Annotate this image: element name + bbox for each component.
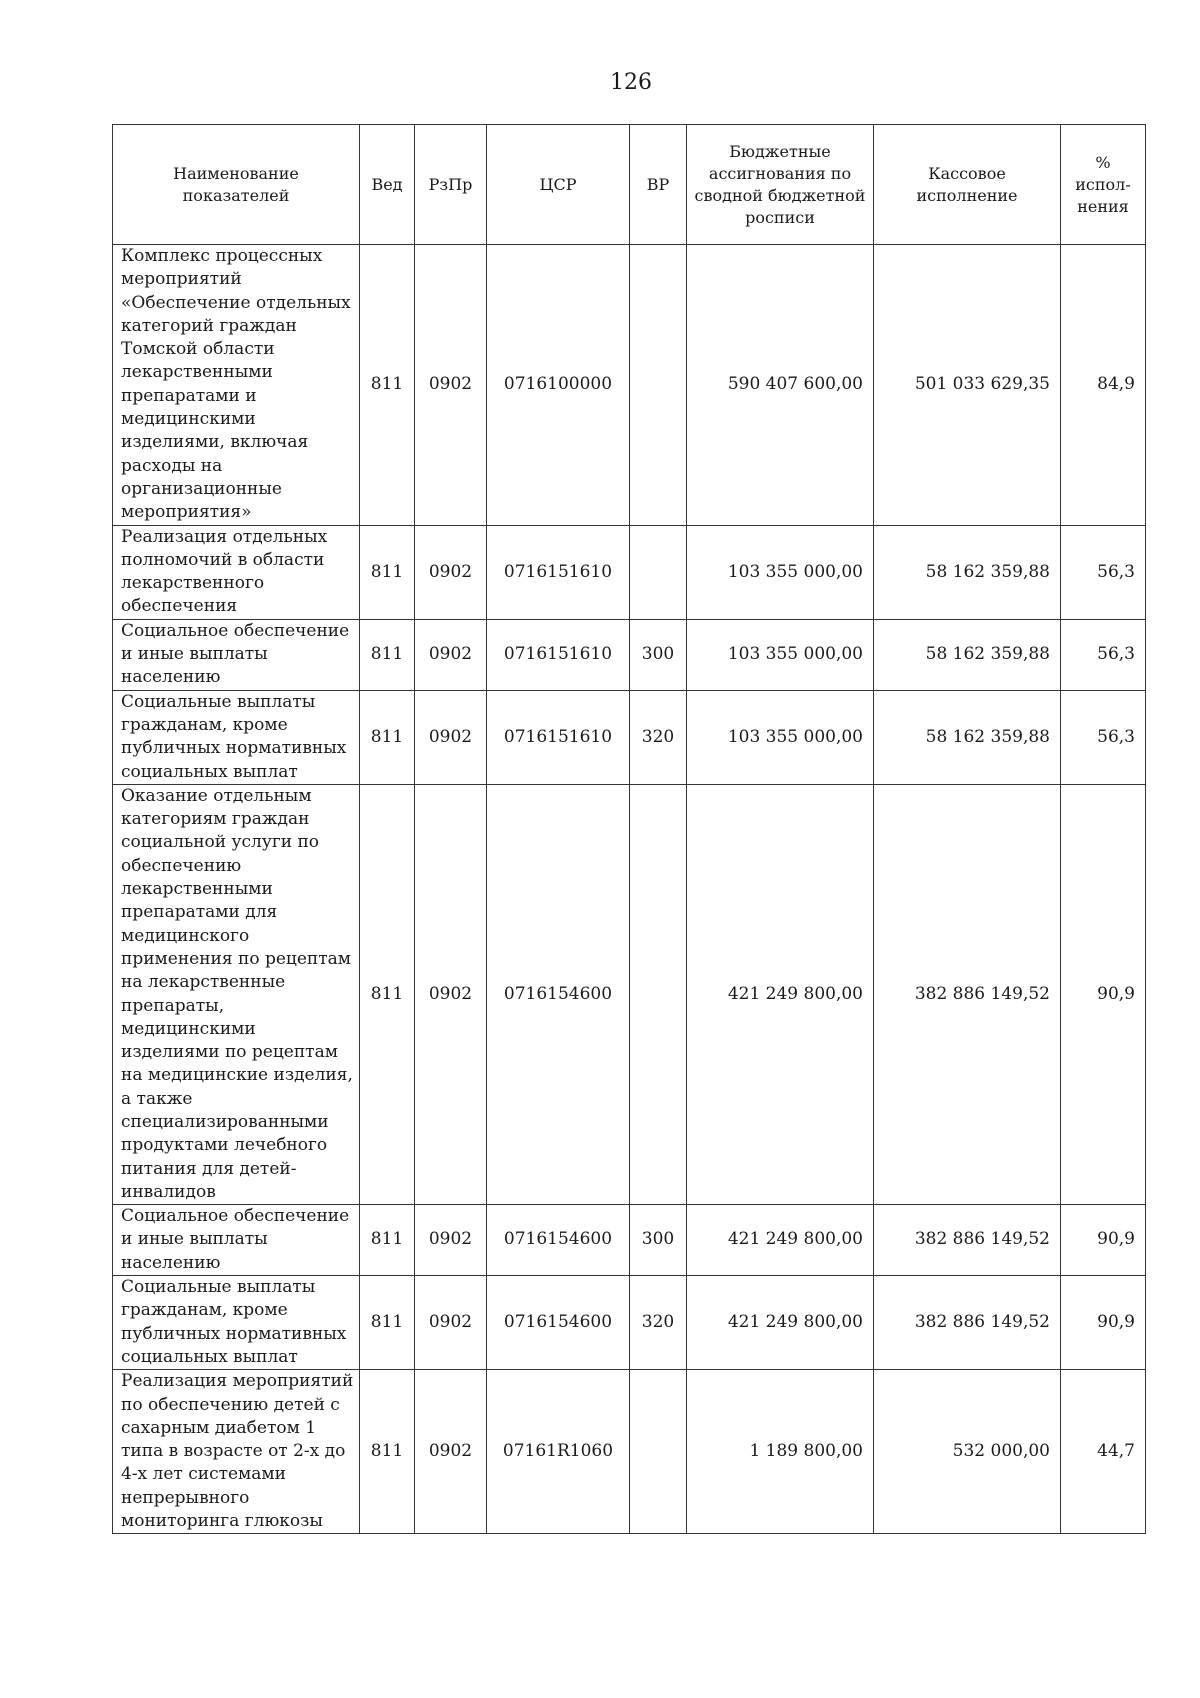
row-cash: 58 162 359,88	[874, 690, 1061, 784]
row-csr: 0716154600	[487, 784, 630, 1204]
row-vr: 320	[630, 690, 687, 784]
table-header-row	[113, 125, 1146, 245]
table-row	[113, 619, 1146, 690]
table-row	[113, 525, 1146, 619]
row-pct: 90,9	[1061, 1205, 1146, 1276]
row-budget: 421 249 800,00	[687, 784, 874, 1204]
table-row	[113, 690, 1146, 784]
row-cash: 58 162 359,88	[874, 619, 1061, 690]
row-cash: 532 000,00	[874, 1370, 1061, 1534]
row-rzpr: 0902	[415, 690, 487, 784]
row-rzpr: 0902	[415, 784, 487, 1204]
row-ved: 811	[360, 245, 415, 526]
row-pct: 56,3	[1061, 690, 1146, 784]
row-pct: 44,7	[1061, 1370, 1146, 1534]
row-name: Комплекс процессных мероприятий «Обеспечение отдельных категорий граждан Томской области лекарственными препаратами и медицинскими изделиями, включая расходы на организационные мероприятия»	[113, 245, 360, 526]
row-ved: 811	[360, 1205, 415, 1276]
row-pct: 56,3	[1061, 619, 1146, 690]
row-budget: 590 407 600,00	[687, 245, 874, 526]
row-vr: 320	[630, 1276, 687, 1370]
row-cash: 501 033 629,35	[874, 245, 1061, 526]
header-name: Наименование показателей	[113, 125, 360, 245]
row-budget: 1 189 800,00	[687, 1370, 874, 1534]
row-csr: 0716100000	[487, 245, 630, 526]
row-vr	[630, 784, 687, 1204]
row-vr	[630, 525, 687, 619]
row-budget: 103 355 000,00	[687, 525, 874, 619]
row-ved: 811	[360, 619, 415, 690]
row-cash: 382 886 149,52	[874, 784, 1061, 1204]
budget-table	[112, 124, 1146, 1534]
row-name: Социальные выплаты гражданам, кроме публичных нормативных социальных выплат	[113, 690, 360, 784]
table-row	[113, 1205, 1146, 1276]
row-vr	[630, 245, 687, 526]
row-budget: 103 355 000,00	[687, 690, 874, 784]
table-row	[113, 1276, 1146, 1370]
header-budget: Бюджетные ассигнования по сводной бюджетной росписи	[687, 125, 874, 245]
row-name: Социальные выплаты гражданам, кроме публичных нормативных социальных выплат	[113, 1276, 360, 1370]
row-name: Социальное обеспечение и иные выплаты населению	[113, 619, 360, 690]
row-ved: 811	[360, 1276, 415, 1370]
row-ved: 811	[360, 690, 415, 784]
row-vr	[630, 1370, 687, 1534]
row-name: Реализация отдельных полномочий в области лекарственного обеспечения	[113, 525, 360, 619]
row-name: Оказание отдельным категориям граждан социальной услуги по обеспечению лекарственными препаратами для медицинского применения по рецептам на лекарственные препараты, медицинскими изделиями по рецептам на медицинские изделия, а также специализированными продуктами лечебного питания для детей-инвалидов	[113, 784, 360, 1204]
row-pct: 90,9	[1061, 784, 1146, 1204]
header-ved: Вед	[360, 125, 415, 245]
row-vr: 300	[630, 1205, 687, 1276]
header-vr: ВР	[630, 125, 687, 245]
header-rzpr: РзПр	[415, 125, 487, 245]
table-row	[113, 245, 1146, 526]
row-pct: 90,9	[1061, 1276, 1146, 1370]
row-pct: 84,9	[1061, 245, 1146, 526]
header-csr: ЦСР	[487, 125, 630, 245]
row-csr: 0716154600	[487, 1276, 630, 1370]
row-budget: 421 249 800,00	[687, 1205, 874, 1276]
table-row	[113, 1370, 1146, 1534]
row-ved: 811	[360, 784, 415, 1204]
row-csr: 0716151610	[487, 525, 630, 619]
page-number: 126	[610, 70, 652, 95]
row-csr: 0716151610	[487, 619, 630, 690]
row-csr: 0716154600	[487, 1205, 630, 1276]
row-rzpr: 0902	[415, 1276, 487, 1370]
row-rzpr: 0902	[415, 245, 487, 526]
row-rzpr: 0902	[415, 1370, 487, 1534]
row-name: Социальное обеспечение и иные выплаты населению	[113, 1205, 360, 1276]
row-name: Реализация мероприятий по обеспечению детей с сахарным диабетом 1 типа в возрасте от 2-х до 4-х лет системами непрерывного мониторинга глюкозы	[113, 1370, 360, 1534]
header-cash: Кассовое исполнение	[874, 125, 1061, 245]
row-rzpr: 0902	[415, 1205, 487, 1276]
row-csr: 0716151610	[487, 690, 630, 784]
row-pct: 56,3	[1061, 525, 1146, 619]
row-rzpr: 0902	[415, 619, 487, 690]
row-cash: 58 162 359,88	[874, 525, 1061, 619]
row-vr: 300	[630, 619, 687, 690]
header-pct: % испол-нения	[1061, 125, 1146, 245]
row-budget: 103 355 000,00	[687, 619, 874, 690]
row-budget: 421 249 800,00	[687, 1276, 874, 1370]
row-cash: 382 886 149,52	[874, 1205, 1061, 1276]
table-row	[113, 784, 1146, 1204]
row-cash: 382 886 149,52	[874, 1276, 1061, 1370]
row-csr: 07161R1060	[487, 1370, 630, 1534]
row-ved: 811	[360, 1370, 415, 1534]
row-rzpr: 0902	[415, 525, 487, 619]
row-ved: 811	[360, 525, 415, 619]
